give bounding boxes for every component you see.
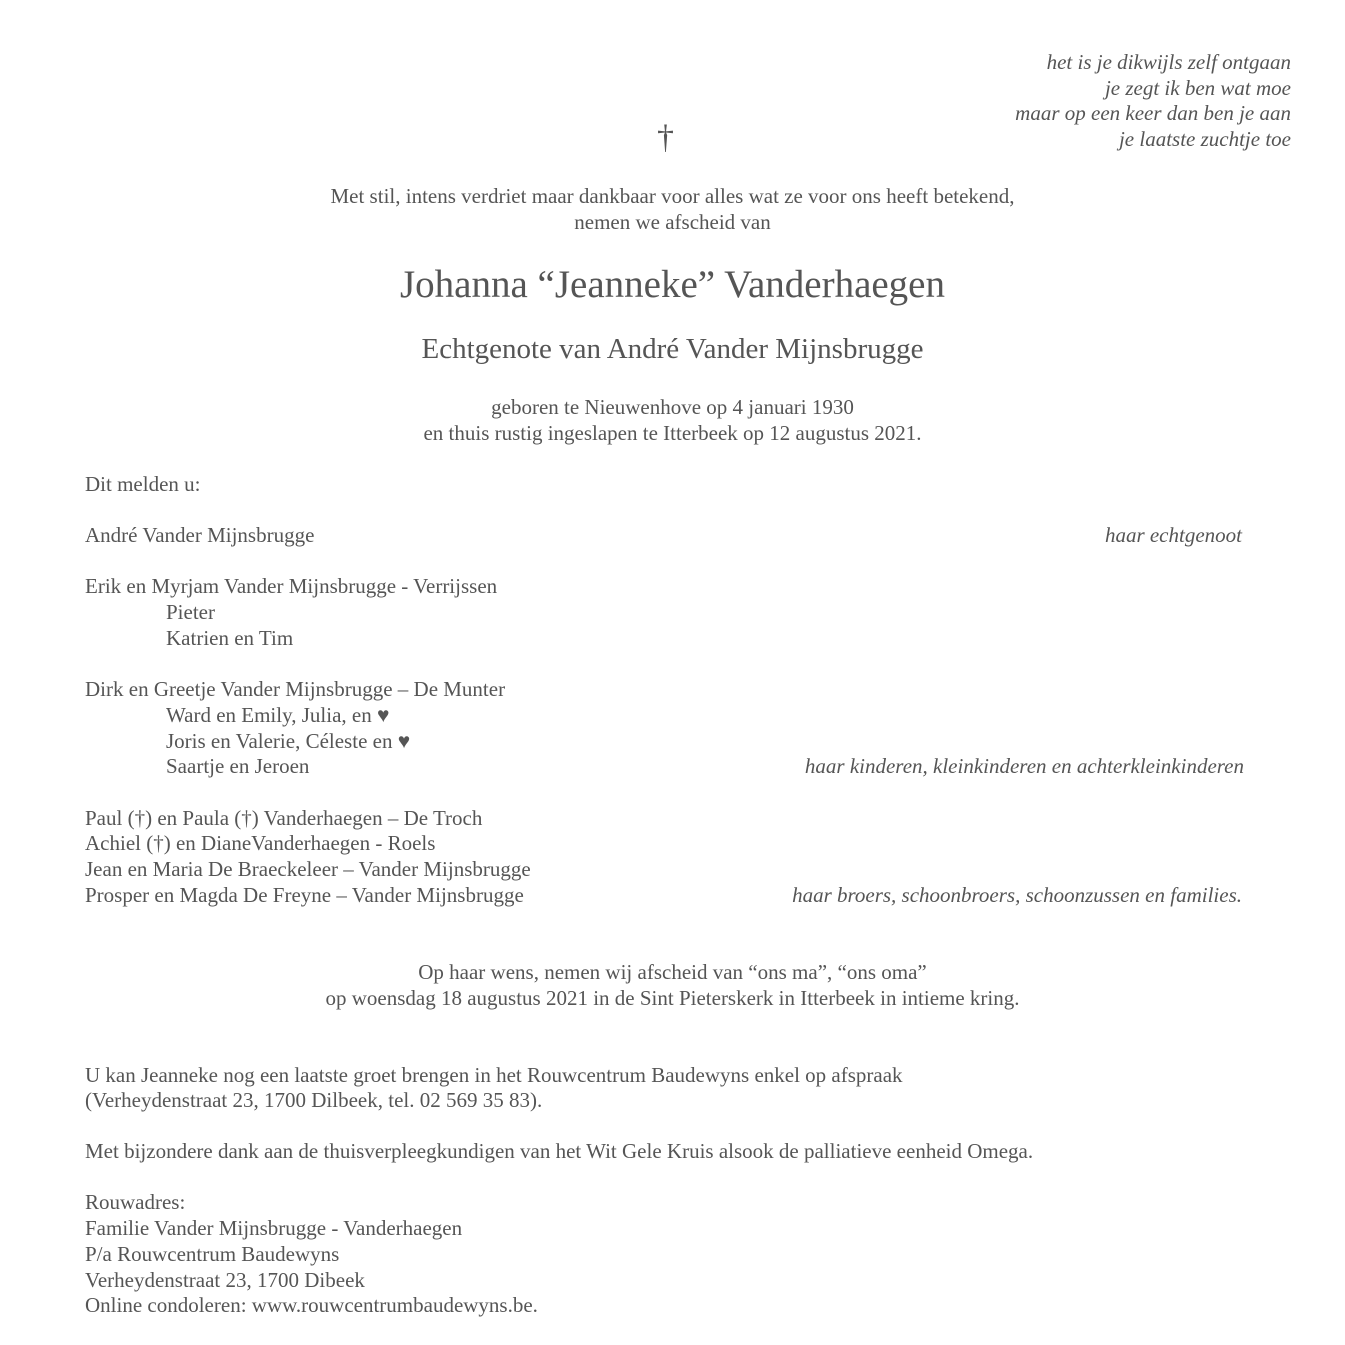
- intro-line-1: Met stil, intens verdriet maar dankbaar voor alles wat ze voor ons heeft betekend,: [330, 184, 1015, 208]
- address-label: Rouwadres:: [85, 1190, 186, 1214]
- announce-text: Dit melden u:: [85, 472, 201, 496]
- address-line: Familie Vander Mijnsbrugge - Vanderhaegen: [85, 1216, 463, 1240]
- thanks-text: Met bijzondere dank aan de thuisverpleegkundigen van het Wit Gele Kruis alsook de palliatieve eenheid Omega.: [85, 1139, 1034, 1163]
- poem-line: maar op een keer dan ben je aan: [1015, 101, 1291, 126]
- siblings-role: haar broers, schoonbroers, schoonzussen en families.: [792, 883, 1242, 907]
- children-role: haar kinderen, kleinkinderen en achterkleinkinderen: [804, 754, 1244, 778]
- family-child: Katrien en Tim: [166, 626, 294, 650]
- poem-line: je laatste zuchtje toe: [1118, 126, 1291, 151]
- spouse-line: Echtgenote van André Vander Mijnsbrugge: [421, 333, 924, 365]
- family-child: Ward en Emily, Julia, en ♥: [166, 703, 390, 727]
- sibling-line: Paul (†) en Paula (†) Vanderhaegen – De Troch: [85, 806, 483, 830]
- spouse-name: André Vander Mijnsbrugge: [85, 523, 315, 547]
- poem-line: het is je dikwijls zelf ontgaan: [1046, 50, 1291, 74]
- ceremony-line-2: op woensdag 18 augustus 2021 in de Sint Pieterskerk in Itterbeek in intieme kring.: [325, 986, 1020, 1010]
- family-child: Saartje en Jeroen: [166, 754, 310, 778]
- family-child: Joris en Valerie, Céleste en ♥: [166, 729, 411, 753]
- ceremony-line-1: Op haar wens, nemen wij afscheid van “ons ma”, “ons oma”: [418, 960, 927, 984]
- condolence-link[interactable]: Online condoleren: www.rouwcentrumbaudewyns.be.: [85, 1293, 538, 1317]
- sibling-line: Jean en Maria De Braeckeleer – Vander Mijnsbrugge: [85, 857, 531, 881]
- visit-line-2: (Verheydenstraat 23, 1700 Dilbeek, tel. 02 569 35 83).: [85, 1088, 543, 1112]
- sibling-line: Prosper en Magda De Freyne – Vander Mijnsbrugge: [85, 883, 524, 907]
- sibling-line: Achiel (†) en DianeVanderhaegen - Roels: [85, 831, 436, 855]
- death-line: en thuis rustig ingeslapen te Itterbeek op 12 augustus 2021.: [423, 421, 922, 445]
- birth-line: geboren te Nieuwenhove op 4 januari 1930: [491, 395, 854, 419]
- cross-icon: †: [657, 119, 674, 156]
- family-child: Pieter: [166, 600, 215, 624]
- address-line: P/a Rouwcentrum Baudewyns: [85, 1242, 340, 1266]
- spouse-role: haar echtgenoot: [1104, 523, 1242, 547]
- intro-line-2: nemen we afscheid van: [574, 210, 771, 234]
- family-main-1: Erik en Myrjam Vander Mijnsbrugge - Verrijssen: [85, 574, 498, 598]
- poem-line: je zegt ik ben wat moe: [1104, 75, 1291, 100]
- address-line: Verheydenstraat 23, 1700 Dibeek: [85, 1268, 365, 1292]
- family-main-2: Dirk en Greetje Vander Mijnsbrugge – De Munter: [85, 677, 506, 701]
- deceased-name: Johanna “Jeanneke” Vanderhaegen: [399, 263, 945, 306]
- visit-line-1: U kan Jeanneke nog een laatste groet brengen in het Rouwcentrum Baudewyns enkel op afspraak: [85, 1063, 903, 1087]
